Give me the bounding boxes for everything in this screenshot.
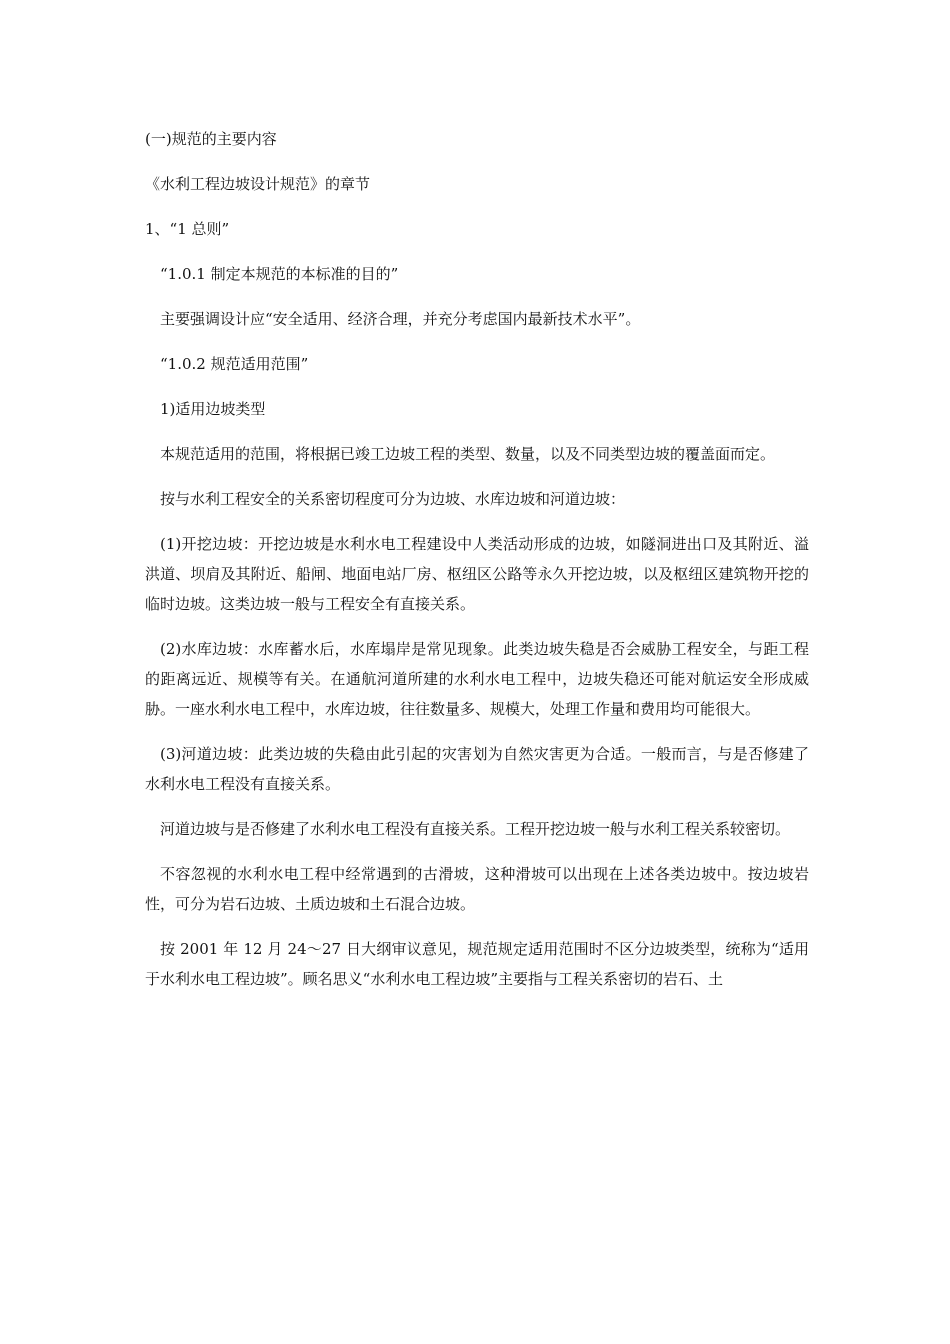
paragraph: 按 2001 年 12 月 24～27 日大纲审议意见，规范规定适用范围时不区分边坡类型，统称为“适用于水利水电工程边坡”。顾名思义“水利水电工程边坡”主要指与工程关系密切的岩石、土 xyxy=(145,940,809,988)
section-heading: (一)规范的主要内容 xyxy=(145,130,277,148)
clause-heading: “1.0.1 制定本规范的本标准的目的” xyxy=(160,265,399,283)
paragraph: 按与水利工程安全的关系密切程度可分为边坡、水库边坡和河道边坡： xyxy=(160,490,626,508)
subheading: 1)适用边坡类型 xyxy=(160,400,266,418)
list-item: (1)开挖边坡：开挖边坡是水利水电工程建设中人类活动形成的边坡，如隧洞进出口及其附近、溢洪道、坝肩及其附近、船闸、地面电站厂房、枢纽区公路等永久开挖边坡，以及枢纽区建筑物开挖的临时边坡。这类边坡一般与工程安全有直接关系。 xyxy=(145,535,809,613)
paragraph: 本规范适用的范围，将根据已竣工边坡工程的类型、数量，以及不同类型边坡的覆盖面而定。 xyxy=(160,445,776,463)
paragraph: 河道边坡与是否修建了水利水电工程没有直接关系。工程开挖边坡一般与水利工程关系较密切。 xyxy=(160,820,791,838)
document-body xyxy=(145,124,809,1009)
chapter-heading: 1、“1 总则” xyxy=(145,220,230,238)
paragraph: 主要强调设计应“安全适用、经济合理，并充分考虑国内最新技术水平”。 xyxy=(160,310,641,328)
clause-heading: “1.0.2 规范适用范围” xyxy=(160,355,309,373)
document-subtitle: 《水利工程边坡设计规范》的章节 xyxy=(145,175,371,193)
paragraph: 不容忽视的水利水电工程中经常遇到的古滑坡，这种滑坡可以出现在上述各类边坡中。按边坡岩性，可分为岩石边坡、土质边坡和土石混合边坡。 xyxy=(145,865,809,913)
list-item: (2)水库边坡：水库蓄水后，水库塌岸是常见现象。此类边坡失稳是否会威胁工程安全，与距工程的距离远近、规模等有关。在通航河道所建的水利水电工程中，边坡失稳还可能对航运安全形成威胁。一座水利水电工程中，水库边坡，往往数量多、规模大，处理工作量和费用均可能很大。 xyxy=(145,640,809,718)
list-item: (3)河道边坡：此类边坡的失稳由此引起的灾害划为自然灾害更为合适。一般而言，与是否修建了水利水电工程没有直接关系。 xyxy=(145,745,809,793)
